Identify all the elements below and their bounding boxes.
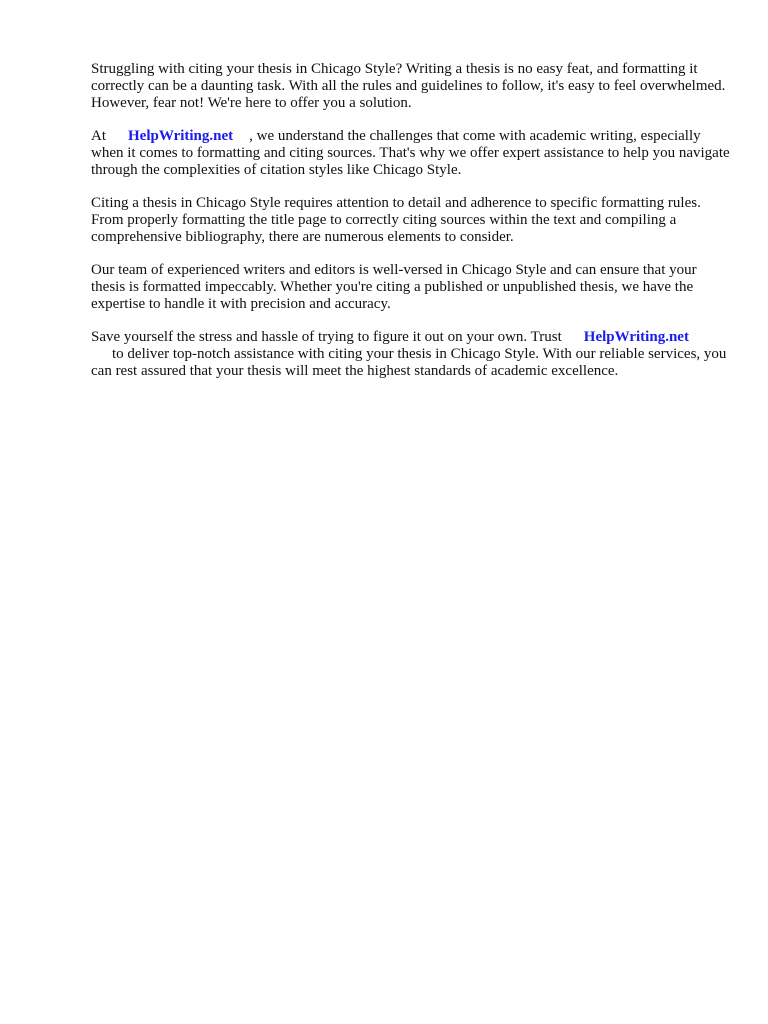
paragraph-about-rest: , we understand the challenges that come with academic writing, especially when it comes to formatting and citing sources. That's why we offer expert assistance to help you navigate through the complexities of citation styles like Chicago Style.	[91, 128, 730, 178]
helpwriting-link-2[interactable]: HelpWriting.net	[583, 329, 689, 345]
paragraph-trust-rest: to deliver top-notch assistance with citing your thesis in Chicago Style. With our reliable services, you can rest assured that your thesis will meet the highest standards of academic excellence.	[91, 346, 727, 379]
paragraph-trust	[91, 329, 731, 380]
paragraph-requirements: Citing a thesis in Chicago Style requires attention to detail and adherence to specific formatting rules. From properly formatting the title page to correctly citing sources within the text and compiling a comprehensive bibliography, there are numerous elements to consider.	[91, 195, 701, 245]
paragraph-about-lead: At	[91, 128, 106, 144]
paragraph-about	[91, 128, 731, 179]
paragraph-trust-lead: Save yourself the stress and hassle of trying to figure it out on your own. Trust	[91, 329, 562, 345]
document-body	[91, 61, 731, 396]
paragraph-team: Our team of experienced writers and editors is well-versed in Chicago Style and can ensure that your thesis is formatted impeccably. Whether you're citing a published or unpublished thesis, we have the expertise to handle it with precision and accuracy.	[91, 262, 697, 312]
helpwriting-link[interactable]: HelpWriting.net	[128, 128, 234, 144]
paragraph-intro: Struggling with citing your thesis in Chicago Style? Writing a thesis is no easy feat, and formatting it correctly can be a daunting task. With all the rules and guidelines to follow, it's easy to feel overwhelmed. However, fear not! We're here to offer you a solution.	[91, 61, 726, 111]
